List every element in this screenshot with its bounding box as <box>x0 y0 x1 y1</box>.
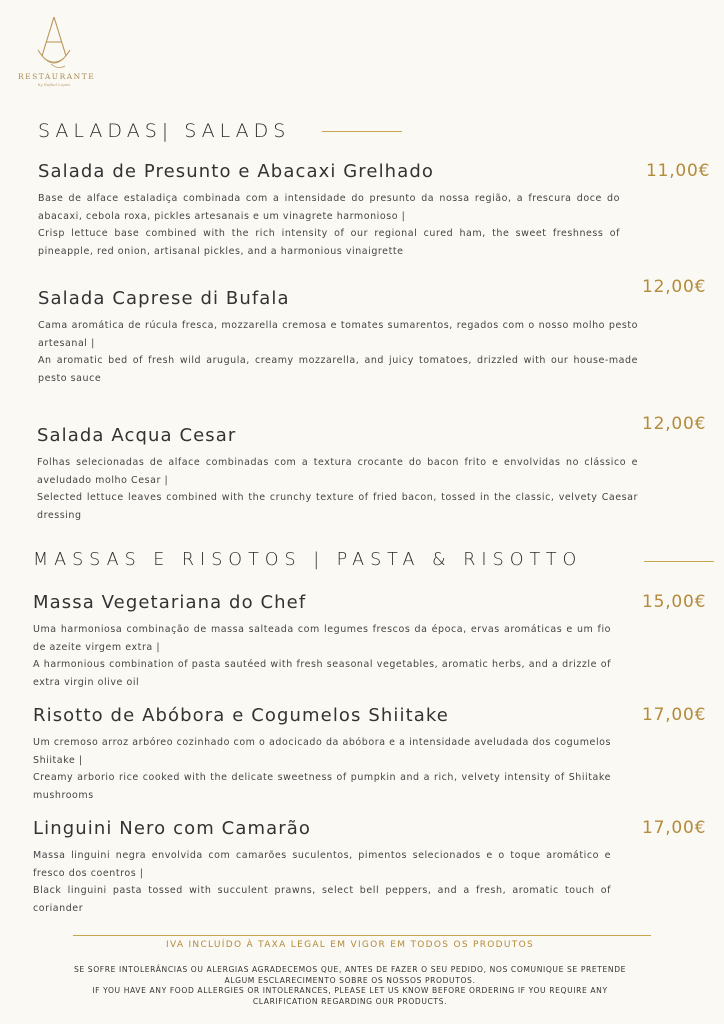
description-en: An aromatic bed of fresh wild arugula, creamy mozzarella, and juicy tomatoes, drizzled with our house-made pesto sauce <box>38 355 638 384</box>
item-price: 12,00€ <box>642 414 707 434</box>
item-description <box>38 190 620 260</box>
item-price: 12,00€ <box>642 277 707 297</box>
item-name: Linguini Nero com Camarão <box>33 818 311 839</box>
footer-allergy-note <box>60 965 640 1007</box>
description-pt: Uma harmoniosa combinação de massa salteada com legumes frescos da época, ervas aromáticas e um fio de azeite virgem extra | <box>33 624 611 653</box>
logo-tagline: by Rafael Lopes <box>37 82 71 87</box>
section-title-salads: SALADAS| SALADS <box>38 120 291 142</box>
item-name: Salada de Presunto e Abacaxi Grelhado <box>38 161 434 182</box>
description-pt: Folhas selecionadas de alface combinadas com a textura crocante do bacon frito e envolvidas no clássico e aveludado molho Cesar | <box>37 457 638 486</box>
item-description <box>33 734 611 804</box>
item-name: Salada Acqua Cesar <box>37 425 237 446</box>
description-pt: Base de alface estaladiça combinada com a intensidade do presunto da nossa região, a frescura doce do abacaxi, cebola roxa, pickles artesanais e um vinagrete harmonioso | <box>38 193 620 222</box>
description-en: Crisp lettuce base combined with the rich intensity of our regional cured ham, the sweet freshness of pineapple, red onion, artisanal pickles, and a harmonious vinaigrette <box>38 228 620 257</box>
menu-item <box>33 818 611 917</box>
footer-vat-note: IVA INCLUÍDO À TAXA LEGAL EM VIGOR EM TODOS OS PRODUTOS <box>166 940 534 950</box>
logo-wordmark: RESTAURANTE <box>18 72 96 81</box>
description-en: Creamy arborio rice cooked with the delicate sweetness of pumpkin and a rich, velvety intensity of Shiitake mushrooms <box>33 772 611 801</box>
menu-item <box>33 705 611 804</box>
description-en: A harmonious combination of pasta sautéed with fresh seasonal vegetables, aromatic herbs, and a drizzle of extra virgin olive oil <box>33 659 611 688</box>
item-name: Salada Caprese di Bufala <box>38 288 290 309</box>
allergy-note-pt: SE SOFRE INTOLERÂNCIAS OU ALERGIAS AGRADECEMOS QUE, ANTES DE FAZER O SEU PEDIDO, NOS COMUNIQUE SE PRETENDE ALGUM ESCLARECIMENTO SOBRE OS NOSSOS PRODUTOS. <box>73 965 627 985</box>
item-price: 11,00€ <box>646 161 711 181</box>
description-en: Selected lettuce leaves combined with the crunchy texture of fried bacon, tossed in the classic, velvety Caesar dressing <box>37 492 638 521</box>
allergy-note-en: IF YOU HAVE ANY FOOD ALLERGIES OR INTOLERANCES, PLEASE LET US KNOW BEFORE ORDERING IF YOU REQUIRE ANY CLARIFICATION REGARDING OUR PRODUCTS. <box>92 986 608 1006</box>
item-name: Massa Vegetariana do Chef <box>33 592 307 613</box>
description-pt: Cama aromática de rúcula fresca, mozzarella cremosa e tomates sumarentos, regados com o nosso molho pesto artesanal | <box>38 320 638 349</box>
item-description <box>33 621 611 691</box>
menu-item <box>38 161 620 260</box>
item-price: 17,00€ <box>642 818 707 838</box>
item-description <box>38 317 638 387</box>
item-price: 17,00€ <box>642 705 707 725</box>
item-price: 15,00€ <box>642 592 707 612</box>
menu-item <box>33 592 611 691</box>
logo-emblem-icon <box>34 14 74 72</box>
section-rule-salads <box>322 131 402 132</box>
section-title-pasta-risotto: MASSAS E RISOTOS | PASTA & RISOTTO <box>33 550 583 570</box>
section-rule-pasta-risotto <box>644 561 714 562</box>
restaurant-logo <box>18 14 96 87</box>
item-description <box>33 847 611 917</box>
item-description <box>37 454 638 524</box>
menu-item <box>37 425 638 524</box>
menu-item <box>38 288 638 387</box>
description-en: Black linguini pasta tossed with succulent prawns, select bell peppers, and a fresh, aromatic touch of coriander <box>33 885 611 914</box>
item-name: Risotto de Abóbora e Cogumelos Shiitake <box>33 705 449 726</box>
description-pt: Massa linguini negra envolvida com camarões suculentos, pimentos selecionados e o toque aromático e fresco dos coentros | <box>33 850 611 879</box>
footer-divider <box>73 935 651 936</box>
description-pt: Um cremoso arroz arbóreo cozinhado com o adocicado da abóbora e a intensidade aveludada dos cogumelos Shiitake | <box>33 737 611 766</box>
